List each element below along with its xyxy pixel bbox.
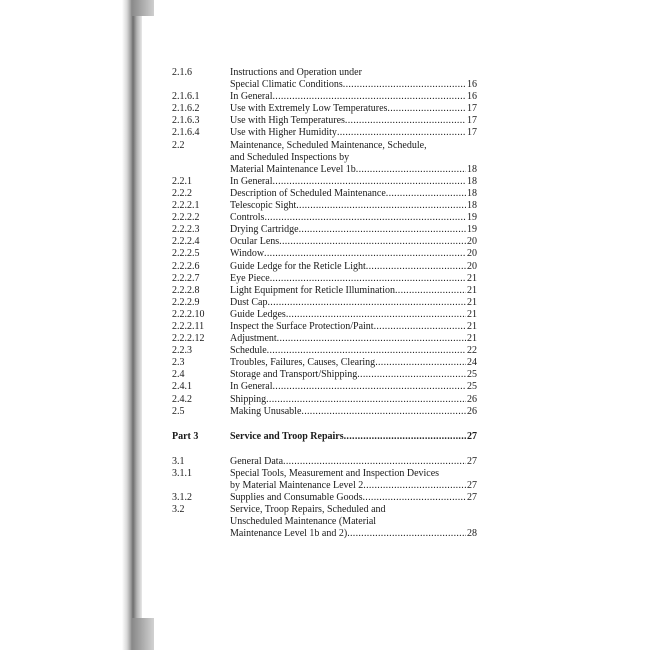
toc-entry-title [230,224,477,236]
toc-entry-title-line [230,224,477,236]
toc-entry [172,285,477,297]
toc-entry-title [230,273,477,285]
toc-dot-leader [345,115,466,127]
table-of-contents [172,67,477,540]
toc-entry-title-line [230,127,477,139]
toc-dot-leader [270,273,466,285]
toc-page-number: 20 [467,236,477,248]
toc-dot-leader [266,394,466,406]
toc-entry-title-line [230,188,477,200]
toc-entry-title [230,504,477,540]
toc-page-number: 27 [467,480,477,491]
toc-entry-title-text: Supplies and Consumable Goods [230,492,363,504]
toc-entry [172,333,477,345]
toc-entry-number: 2.2.2.9 [172,296,200,308]
toc-page-number: 21 [467,296,477,308]
toc-entry-title [230,492,477,504]
toc-entry-title [230,248,477,260]
toc-entry [172,115,477,127]
toc-entry [172,261,477,273]
toc-entry-number: 2.1.6.4 [172,127,200,139]
toc-page-number: 27 [467,455,477,467]
toc-entry [172,67,477,91]
toc-entry-title-line [230,528,477,540]
toc-entry-title-line [230,381,477,393]
toc-entry-title-text: Maintenance Level 1b and 2) [230,528,348,540]
toc-entry [172,369,477,381]
toc-dot-leader [279,236,466,248]
toc-entry [172,394,477,406]
toc-entry-title-line: Service, Troop Repairs, Scheduled and [230,504,386,516]
toc-page-number: 18 [467,175,477,187]
toc-entry [172,200,477,212]
toc-entry-title-line [230,103,477,115]
toc-entry-number: 2.4.2 [172,393,192,405]
toc-entry-number: 2.1.6.3 [172,115,200,127]
toc-entry-title [230,381,477,393]
toc-dot-leader [386,188,466,200]
toc-page-number: 18 [467,187,477,199]
toc-entry-title-line [230,91,477,103]
toc-entry-title-line [230,406,477,418]
toc-entry-title-text: Telescopic Sight [230,200,297,212]
toc-entry [172,492,477,504]
toc-entry-title [230,345,477,357]
toc-entry-title [230,188,477,200]
toc-entry-title [230,456,477,468]
toc-dot-leader [267,345,466,357]
toc-entry-number: 3.1.1 [172,467,192,479]
toc-entry-number: 2.2.2.8 [172,284,200,296]
toc-page-number: 20 [467,248,477,260]
toc-entry [172,297,477,309]
toc-entry-number: 2.2 [172,139,185,151]
toc-entry-title-text: Description of Scheduled Maintenance [230,187,386,199]
toc-entry-title [230,140,477,176]
toc-dot-leader [272,176,466,188]
toc-entry-title-line [230,431,477,443]
toc-entry-title-text: Controls [230,212,265,224]
toc-entry-title-text: In General [230,381,273,393]
page-binding-shadow [122,0,142,650]
toc-entry [172,103,477,115]
toc-entry-title-text: Use with High Temperatures [230,115,345,127]
toc-entry-title-line [230,176,477,188]
toc-entry-title-line [230,492,477,504]
toc-entry-title-line [230,321,477,333]
toc-page-number: 28 [467,528,477,540]
toc-entry-title [230,91,477,103]
toc-entry-title-text: Schedule [230,345,267,357]
toc-dot-leader [387,103,466,115]
toc-entry [172,188,477,200]
toc-entry-title-text: Adjustment [230,333,277,345]
toc-page-number: 17 [467,127,477,139]
toc-entry-number: 2.1.6.2 [172,103,200,115]
toc-dot-leader [286,309,466,321]
toc-entry [172,321,477,333]
toc-dot-leader [363,492,467,504]
toc-entry-title-line [230,79,477,91]
toc-entry-title-line [230,394,477,406]
toc-dot-leader [264,248,466,260]
toc-dot-leader [375,357,466,369]
toc-page-number: 20 [467,260,477,272]
toc-page-number: 21 [467,272,477,284]
toc-page-number: 18 [467,163,477,175]
binding-edge-bottom [132,618,154,650]
toc-dot-leader [347,528,466,540]
toc-entry-title-text: Dust Cap [230,296,268,308]
toc-entry-title [230,200,477,212]
toc-dot-leader [283,456,466,468]
toc-entry-title-text: Guide Ledges [230,308,286,320]
toc-page-number: 27 [467,430,477,442]
toc-entry [172,236,477,248]
toc-page-number: 26 [467,393,477,405]
toc-dot-leader [395,285,466,297]
toc-entry-title-line: Maintenance, Scheduled Maintenance, Schedule, [230,139,427,151]
toc-entry-number: 3.1 [172,455,185,467]
toc-part-heading [172,431,477,443]
toc-entry-number: 2.3 [172,357,185,369]
toc-entry-number: 2.5 [172,405,185,417]
toc-entry-number: 2.2.2.7 [172,272,200,284]
toc-entry [172,309,477,321]
toc-page-number: 16 [467,79,477,91]
toc-dot-leader [374,321,466,333]
toc-entry-number: 2.2.2.2 [172,212,200,224]
toc-entry [172,91,477,103]
toc-page-number: 16 [467,91,477,103]
toc-entry-title [230,212,477,224]
toc-entry-title-text: Use with Higher Humidity [230,127,337,139]
toc-entry-title-line [230,248,477,260]
toc-entry-number: 3.1.2 [172,492,192,504]
toc-entry-number: 3.2 [172,504,185,516]
toc-dot-leader [356,164,466,176]
toc-entry-number: 2.2.1 [172,175,192,187]
toc-entry-title-text: In General [230,91,273,103]
toc-entry-title [230,406,477,418]
toc-entry-title [230,236,477,248]
toc-entry-title [230,115,477,127]
toc-entry-title-text: Inspect the Surface Protection/Paint [230,320,374,332]
binding-edge-top [132,0,154,16]
toc-entry-title-line: and Scheduled Inspections by [230,151,350,163]
toc-page-number: 26 [467,405,477,417]
toc-entry-title-line: Unscheduled Maintenance (Material [230,516,377,528]
toc-entry-title-text: Light Equipment for Reticle Illumination [230,284,395,296]
toc-entry-title [230,431,477,443]
toc-entry-title-line [230,261,477,273]
toc-entry-title-line [230,480,477,492]
toc-dot-leader [337,127,466,139]
toc-entry-number: 2.2.2.5 [172,248,200,260]
toc-entry [172,456,477,468]
toc-entry-title [230,333,477,345]
toc-dot-leader [272,91,466,103]
toc-entry-number: 2.2.2.1 [172,200,200,212]
toc-entry-title-text: Use with Extremely Low Temperatures [230,103,388,115]
toc-entry-title [230,127,477,139]
toc-entry-title-line [230,456,477,468]
toc-entry-title [230,357,477,369]
toc-dot-leader [296,200,466,212]
toc-entry-title-text: Troubles, Failures, Causes, Clearing [230,357,376,369]
toc-dot-leader [366,261,466,273]
toc-entry-title-line [230,309,477,321]
toc-entry-title [230,394,477,406]
toc-entry-title-text: Making Unusable [230,405,302,417]
toc-entry-title-text: Material Maintenance Level 1b [230,163,356,175]
toc-entry-title-line: Special Tools, Measurement and Inspection Devices [230,467,440,479]
toc-entry-title-line [230,236,477,248]
toc-page-number: 21 [467,284,477,296]
toc-entry-number: Part 3 [172,430,199,442]
toc-entry-title-line [230,333,477,345]
toc-entry-title-line [230,297,477,309]
toc-entry-title-text: Shipping [230,393,267,405]
toc-entry-number: 2.2.3 [172,345,192,357]
toc-entry-title-text: Window [230,248,265,260]
toc-entry-number: 2.4.1 [172,381,192,393]
toc-page-number: 24 [467,357,477,369]
toc-entry-title-line [230,369,477,381]
toc-page-number: 25 [467,381,477,393]
toc-page-number: 21 [467,333,477,345]
toc-entry-title-text: Guide Ledge for the Reticle Light [230,260,366,272]
toc-entry-number: 2.2.2 [172,187,192,199]
toc-dot-leader [264,212,466,224]
toc-dot-leader [343,79,466,91]
toc-entry-title-line [230,273,477,285]
toc-dot-leader [363,480,466,492]
toc-entry-title-line [230,345,477,357]
toc-entry-number: 2.2.2.3 [172,224,200,236]
toc-entry [172,504,477,540]
toc-entry-title [230,261,477,273]
toc-entry-title-line: Instructions and Operation under [230,67,362,78]
toc-entry-title-line [230,357,477,369]
toc-page-number: 17 [467,115,477,127]
toc-entry-title-line [230,200,477,212]
toc-entry-title-text: Drying Cartridge [230,224,299,236]
toc-entry [172,140,477,176]
toc-entry [172,468,477,492]
toc-entry-number: 2.2.2.6 [172,260,200,272]
toc-page-number: 19 [467,212,477,224]
toc-page-number: 19 [467,224,477,236]
toc-dot-leader [268,297,467,309]
toc-entry [172,212,477,224]
toc-entry [172,248,477,260]
toc-entry-number: 2.1.6 [172,67,192,78]
toc-entry [172,381,477,393]
toc-dot-leader [301,406,466,418]
toc-entry-title-text: by Material Maintenance Level 2 [230,480,364,491]
toc-entry-number: 2.4 [172,369,185,381]
toc-entry-title [230,369,477,381]
toc-dot-leader [357,369,466,381]
toc-entry-number: 2.1.6.1 [172,91,200,103]
toc-entry-title-line [230,285,477,297]
toc-entry-title-line [230,164,477,176]
toc-entry-title-text: Special Climatic Conditions [230,79,343,91]
toc-entry-title [230,321,477,333]
toc-page-number: 18 [467,200,477,212]
toc-entry [172,127,477,139]
toc-entry-number: 2.2.2.4 [172,236,200,248]
toc-entry-title-text: Service and Troop Repairs [230,430,344,442]
toc-page-number: 27 [467,492,477,504]
toc-entry-number: 2.2.2.12 [172,333,205,345]
toc-entry-title-text: Storage and Transport/Shipping [230,369,358,381]
toc-entry-title-line [230,212,477,224]
toc-entry-title [230,103,477,115]
toc-dot-leader [299,224,466,236]
toc-entry-number: 2.2.2.10 [172,308,205,320]
toc-dot-leader [272,381,466,393]
toc-entry-title [230,297,477,309]
toc-dot-leader [277,333,466,345]
toc-entry-title [230,309,477,321]
toc-entry-title-text: General Data [230,455,284,467]
toc-entry [172,406,477,418]
toc-entry-title-text: Ocular Lens [230,236,280,248]
toc-entry-number: 2.2.2.11 [172,320,205,332]
toc-entry [172,224,477,236]
toc-page-number: 21 [467,308,477,320]
toc-page-number: 25 [467,369,477,381]
toc-entry [172,176,477,188]
toc-entry-title-line [230,115,477,127]
toc-page-number: 17 [467,103,477,115]
toc-page-number: 21 [467,320,477,332]
toc-entry-title [230,468,477,492]
toc-entry [172,345,477,357]
toc-entry [172,273,477,285]
toc-page-number: 22 [467,345,477,357]
toc-entry-title [230,176,477,188]
toc-dot-leader [344,431,466,443]
toc-entry-title-text: In General [230,175,273,187]
toc-entry-title [230,67,477,91]
toc-entry-title [230,285,477,297]
toc-entry [172,357,477,369]
toc-entry-title-text: Eye Piece [230,272,270,284]
